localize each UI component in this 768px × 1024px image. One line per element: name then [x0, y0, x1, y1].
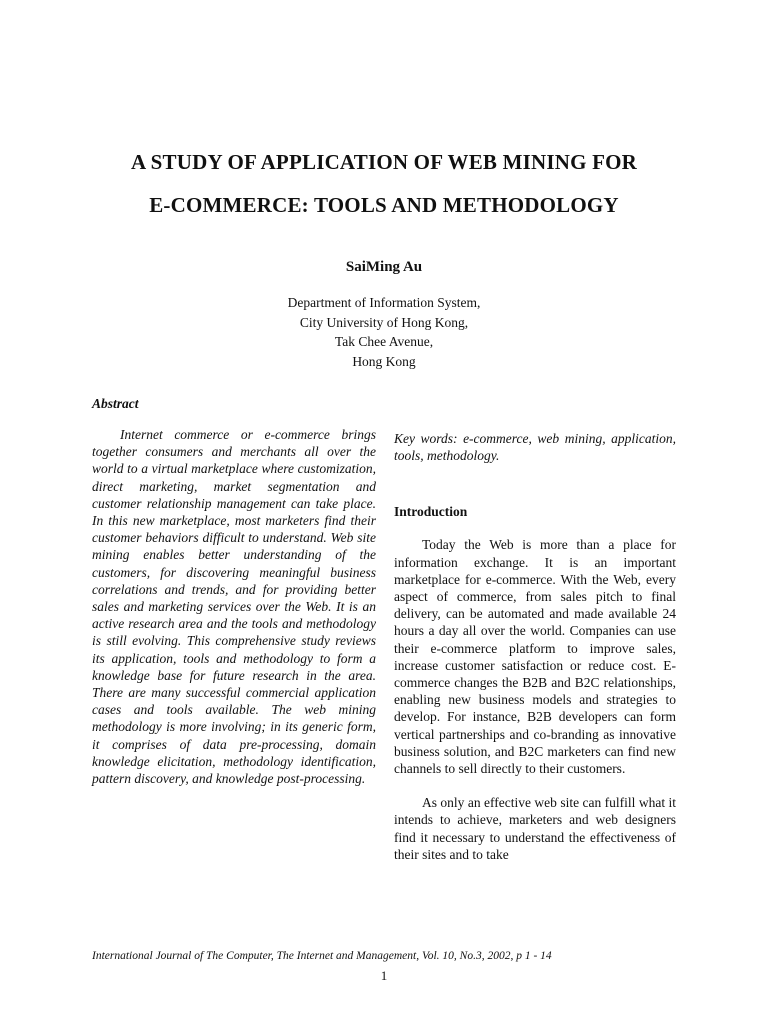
author-affiliation: [0, 293, 768, 371]
affiliation-line: City University of Hong Kong,: [299, 314, 469, 330]
keywords: Key words: e-commerce, web mining, application, tools, methodology.: [394, 431, 676, 464]
page-number: 1: [380, 968, 388, 983]
paper-title-line-2: E-COMMERCE: TOOLS AND METHODOLOGY: [149, 193, 619, 217]
paper-title-line-1: A STUDY OF APPLICATION OF WEB MINING FOR: [130, 150, 637, 174]
journal-footer: International Journal of The Computer, The Internet and Management, Vol. 10, No.3, 2002, p 1 - 14: [92, 950, 552, 962]
affiliation-line: Hong Kong: [352, 353, 416, 369]
left-column: [92, 396, 376, 787]
introduction-paragraph: Today the Web is more than a place for information exchange. It is an important marketplace for e-commerce. With the Web, every aspect of commerce, from sales pitch to final delivery, can be automated and made available 24 hours a day all over the world. Companies can use their e-commerce platform to improve sales, increase customer satisfaction or reduce cost. E-commerce changes the B2B and B2C relationships, enabling new business models and strategies to develop. For instance, B2B developers can form vertical partnerships and co-branding as innovative business solution, and B2C marketers can find new channels to sell directly to their customers.: [394, 537, 676, 777]
right-column: [394, 430, 676, 880]
introduction-paragraph: As only an effective web site can fulfill what it intends to achieve, marketers and web designers find it necessary to understand the effectiveness of their sites and to take: [394, 795, 676, 862]
affiliation-line: Department of Information System,: [287, 295, 481, 310]
affiliation-line: Tak Chee Avenue,: [334, 334, 434, 349]
introduction-heading: Introduction: [394, 504, 468, 520]
author-name: SaiMing Au: [345, 259, 423, 275]
abstract-heading: Abstract: [92, 396, 139, 411]
abstract-text: Internet commerce or e-commerce brings together consumers and merchants all over the world to a virtual marketplace where customization, direct marketing, market segmentation and customer relationship management can take place. In this new marketplace, most marketers find their customer behaviors difficult to understand. Web site mining enables better understanding of the customers, for discovering meaningful business correlations and trends, and for providing better sales and marketing services over the Web. It is an active research area and the tools and methodology is still evolving. This comprehensive study reviews its application, tools and methodology to form a knowledge base for future research in the area. There are many successful commercial application cases and tools available. The web mining methodology is more involving; in its generic form, it comprises of data pre-processing, domain knowledge elicitation, methodology identification, pattern discovery, and knowledge post-processing.: [92, 427, 376, 787]
